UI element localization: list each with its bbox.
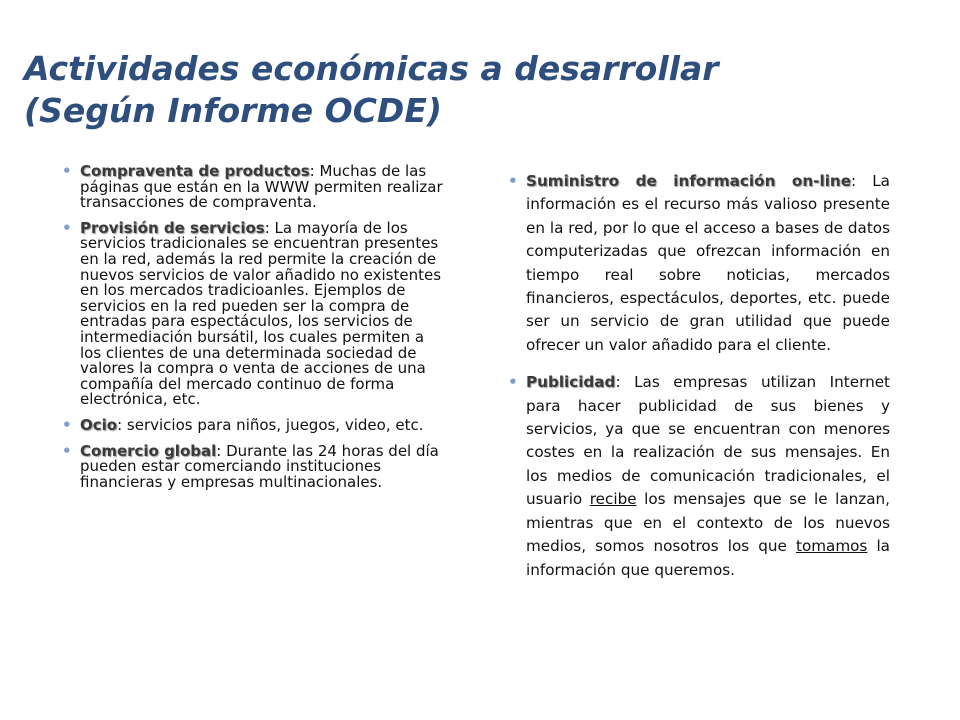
underlined-word-recibe: recibe <box>589 490 637 509</box>
list-item-text <box>526 170 890 357</box>
list-item-text <box>526 371 890 582</box>
slide-title-line-2: (Según Informe OCDE) <box>24 91 442 130</box>
list-item-term: Publicidad <box>526 373 616 392</box>
bullet-icon: • <box>62 441 72 460</box>
list-item-description-middle: los mensajes que se le lanzan, mientras que en el contexto de los nuevos medios, somos nosotros los que <box>526 490 890 556</box>
list-item-term: Provisión de servicios <box>80 218 265 237</box>
list-item-text <box>80 441 446 491</box>
list-item-description: : servicios para niños, juegos, video, etc. <box>117 415 424 434</box>
slide-title-line-1: Actividades económicas a desarrollar <box>24 49 719 88</box>
list-item <box>62 441 446 491</box>
list-item-text <box>80 415 446 434</box>
list-item-term: Comercio global <box>80 441 217 460</box>
list-item-term: Ocio <box>80 415 118 434</box>
list-item-description: : La mayoría de los servicios tradicionales se encuentran presentes en la red, además la red permite la creación de nuevos servicios de valor añadido no existentes en los mercados tradicioanles. Ejemplos de servicios en la red pueden ser la compra de entradas para espectáculos, los servicios de intermediación bursátil, los cuales permiten a los clientes de una determinada sociedad de valores la compra o venta de acciones de una compañía del mercado continuo de forma electrónica, etc. <box>80 218 442 409</box>
bullet-icon: • <box>62 162 72 180</box>
list-item <box>508 170 890 357</box>
bullet-icon: • <box>62 415 72 434</box>
list-item-text <box>80 164 446 211</box>
underlined-word-tomamos: tomamos <box>796 537 868 556</box>
list-item <box>62 218 446 409</box>
list-item-description: : La información es el recurso más valioso presente en la red, por lo que el acceso a bases de datos computerizadas que ofrezcan información en tiempo real sobre noticias, mercados financieros, espectáculos, deportes, etc. puede ser un servicio de gran utilidad que puede ofrecer un valor añadido para el cliente. <box>526 172 890 354</box>
slide-title <box>24 48 924 132</box>
list-item-text <box>80 218 446 409</box>
list-item <box>508 371 890 582</box>
list-item-description: : Muchas de las páginas que están en la WWW permiten realizar transacciones de compraventa. <box>80 162 443 212</box>
left-bullet-list <box>62 164 446 500</box>
list-item-term: Compraventa de productos <box>80 162 310 180</box>
list-item <box>62 164 446 211</box>
bullet-icon: • <box>508 373 518 392</box>
list-item <box>62 415 446 434</box>
list-item-description-end: la información que queremos. <box>526 537 890 579</box>
list-item-description: : Durante las 24 horas del día pueden estar comerciando instituciones financieras y empresas multinacionales. <box>80 441 439 491</box>
list-item-description-start: : Las empresas utilizan Internet para hacer publicidad de sus bienes y servicios, ya que se encuentran con menores costes en la realización de sus mensajes. En los medios de comunicación tradicionales, el usuario <box>526 373 890 509</box>
bullet-icon: • <box>508 172 518 190</box>
list-item-term: Suministro de información on-line <box>526 172 852 190</box>
right-bullet-list <box>508 170 890 596</box>
bullet-icon: • <box>62 218 72 237</box>
